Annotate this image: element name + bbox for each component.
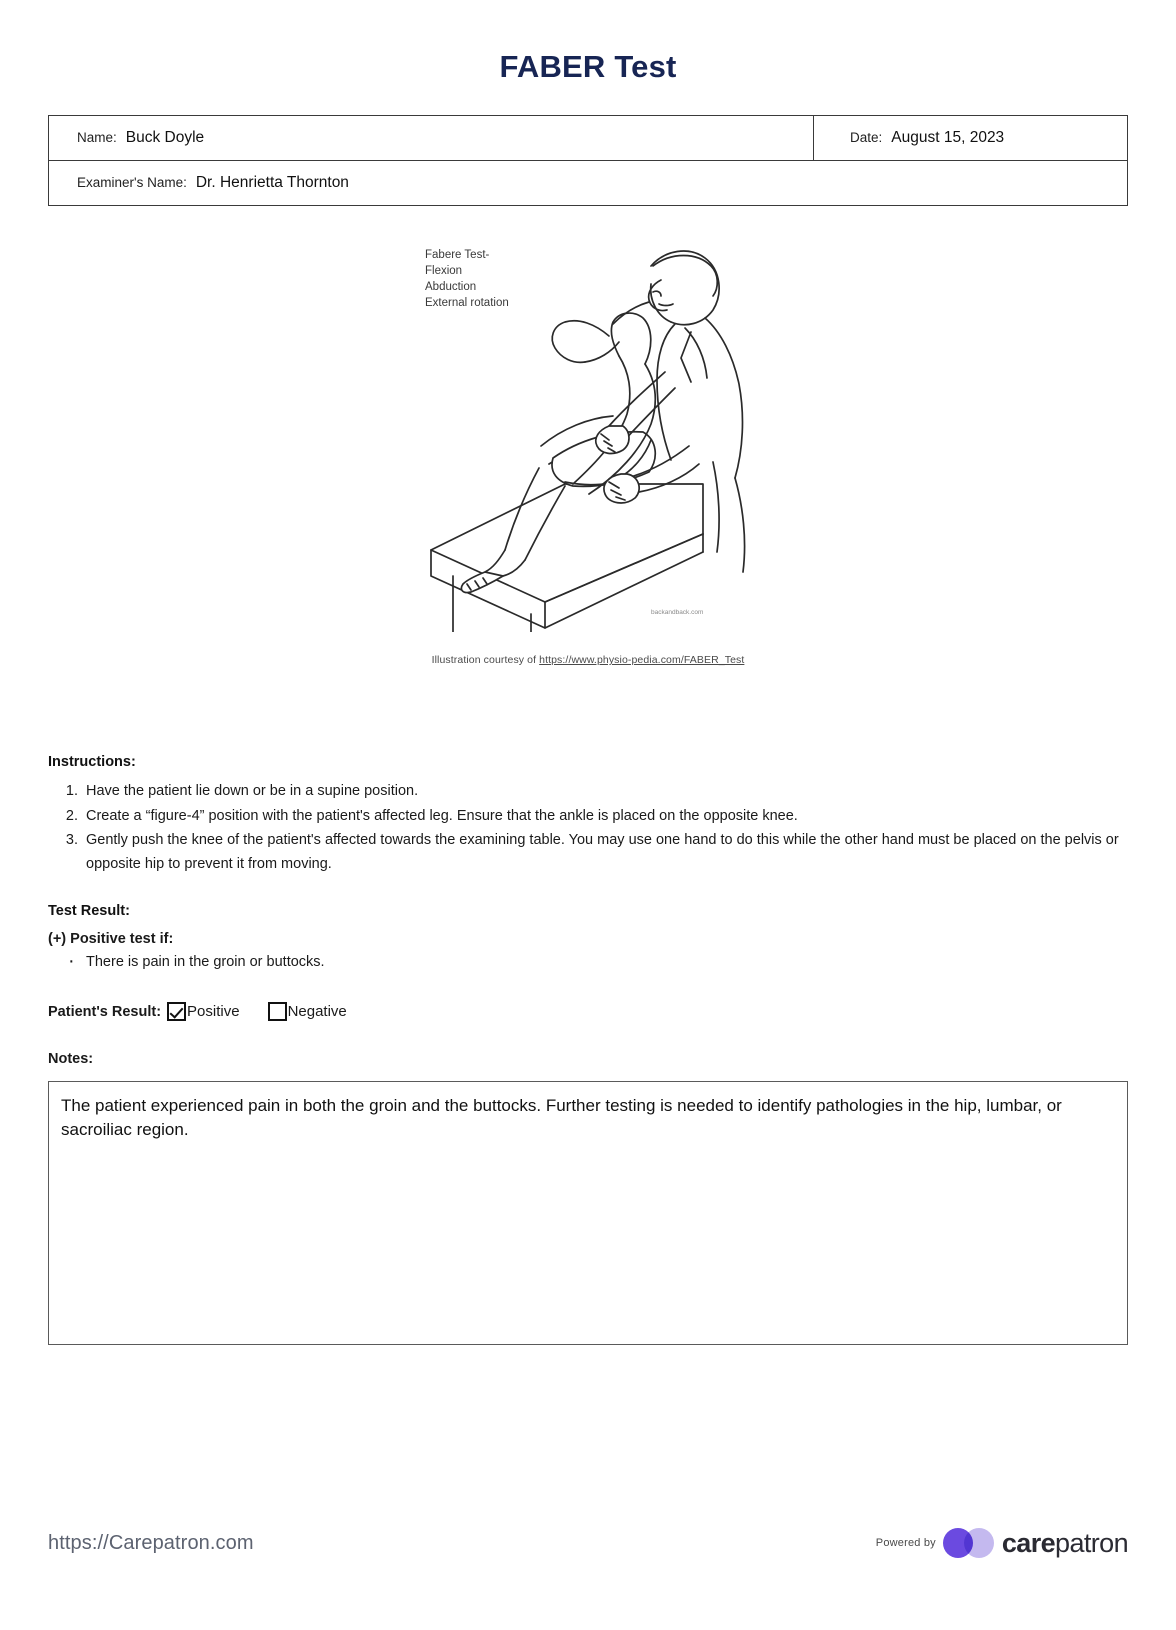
name-value[interactable]: Buck Doyle bbox=[125, 129, 205, 147]
positive-criteria-list bbox=[48, 951, 1128, 974]
name-cell bbox=[49, 116, 814, 161]
list-item: · There is pain in the groin or buttocks. bbox=[82, 951, 1128, 974]
patient-result-row bbox=[48, 1002, 1128, 1021]
checkbox-negative[interactable] bbox=[268, 1002, 287, 1021]
carepatron-logo-icon bbox=[943, 1528, 995, 1558]
instructions-list bbox=[48, 780, 1128, 876]
instructions-heading: Instructions: bbox=[48, 754, 136, 771]
date-label: Date: bbox=[850, 130, 883, 146]
checkbox-positive[interactable] bbox=[167, 1002, 186, 1021]
svg-text:Fabere Test-: Fabere Test- bbox=[425, 249, 490, 262]
svg-text:External rotation: External rotation bbox=[425, 297, 509, 310]
instructions-section bbox=[48, 754, 1128, 876]
notes-textarea[interactable]: The patient experienced pain in both the groin and the buttocks. Further testing is needed to identify pathologies in the hip, lumbar, or sacroiliac region. bbox=[48, 1081, 1128, 1345]
faber-test-illustration bbox=[413, 232, 763, 632]
page-footer bbox=[48, 1528, 1128, 1558]
patient-result-option-negative[interactable] bbox=[268, 1002, 347, 1021]
carepatron-branding bbox=[876, 1528, 1128, 1558]
list-item: 1. Have the patient lie down or be in a supine position. bbox=[82, 780, 1128, 803]
list-item: 2. Create a “figure-4” position with the patient's affected leg. Ensure that the ankle is placed on the opposite knee. bbox=[82, 805, 1128, 828]
brand-word-bold: care bbox=[1001, 1527, 1056, 1558]
illustration-source-link[interactable]: https://www.physio-pedia.com/FABER_Test bbox=[539, 654, 745, 667]
illustration-caption bbox=[48, 654, 1128, 666]
page-title: FABER Test bbox=[499, 49, 677, 84]
illustration-overlay-text bbox=[425, 249, 509, 309]
illustration-watermark: backandback.com bbox=[651, 609, 704, 617]
notes-heading: Notes: bbox=[48, 1051, 94, 1068]
patient-result-option-positive[interactable] bbox=[167, 1002, 240, 1021]
checkbox-positive-label: Positive bbox=[187, 1003, 240, 1021]
patient-info-table bbox=[48, 115, 1128, 206]
table-row bbox=[49, 116, 1128, 161]
illustration-caption-prefix: Illustration courtesy of bbox=[431, 654, 540, 667]
powered-by-label: Powered by bbox=[875, 1537, 936, 1549]
examiner-label: Examiner's Name: bbox=[77, 175, 187, 191]
faber-test-drawing-svg bbox=[413, 232, 763, 632]
test-result-heading: Test Result: bbox=[48, 903, 130, 920]
date-cell bbox=[814, 116, 1128, 161]
brand-word-light: patron bbox=[1055, 1527, 1128, 1558]
positive-test-heading: (+) Positive test if: bbox=[48, 931, 174, 948]
examiner-cell bbox=[49, 161, 1128, 206]
svg-text:Abduction: Abduction bbox=[425, 281, 477, 294]
examiner-value[interactable]: Dr. Henrietta Thornton bbox=[195, 174, 349, 192]
table-row bbox=[49, 161, 1128, 206]
checkbox-negative-label: Negative bbox=[287, 1003, 347, 1021]
list-item: 3. Gently push the knee of the patient's affected towards the examining table. You may use one hand to do this while the other hand must be placed on the pelvis or opposite hip to prevent it from moving. bbox=[82, 829, 1128, 876]
svg-text:Flexion: Flexion bbox=[425, 265, 463, 278]
patient-result-label: Patient's Result: bbox=[48, 1003, 162, 1020]
carepatron-wordmark bbox=[1001, 1527, 1128, 1558]
test-result-section bbox=[48, 903, 1128, 974]
name-label: Name: bbox=[77, 130, 117, 146]
carepatron-url-link[interactable]: https://Carepatron.com bbox=[48, 1531, 254, 1554]
illustration-block bbox=[48, 232, 1128, 666]
date-value[interactable]: August 15, 2023 bbox=[891, 129, 1005, 147]
